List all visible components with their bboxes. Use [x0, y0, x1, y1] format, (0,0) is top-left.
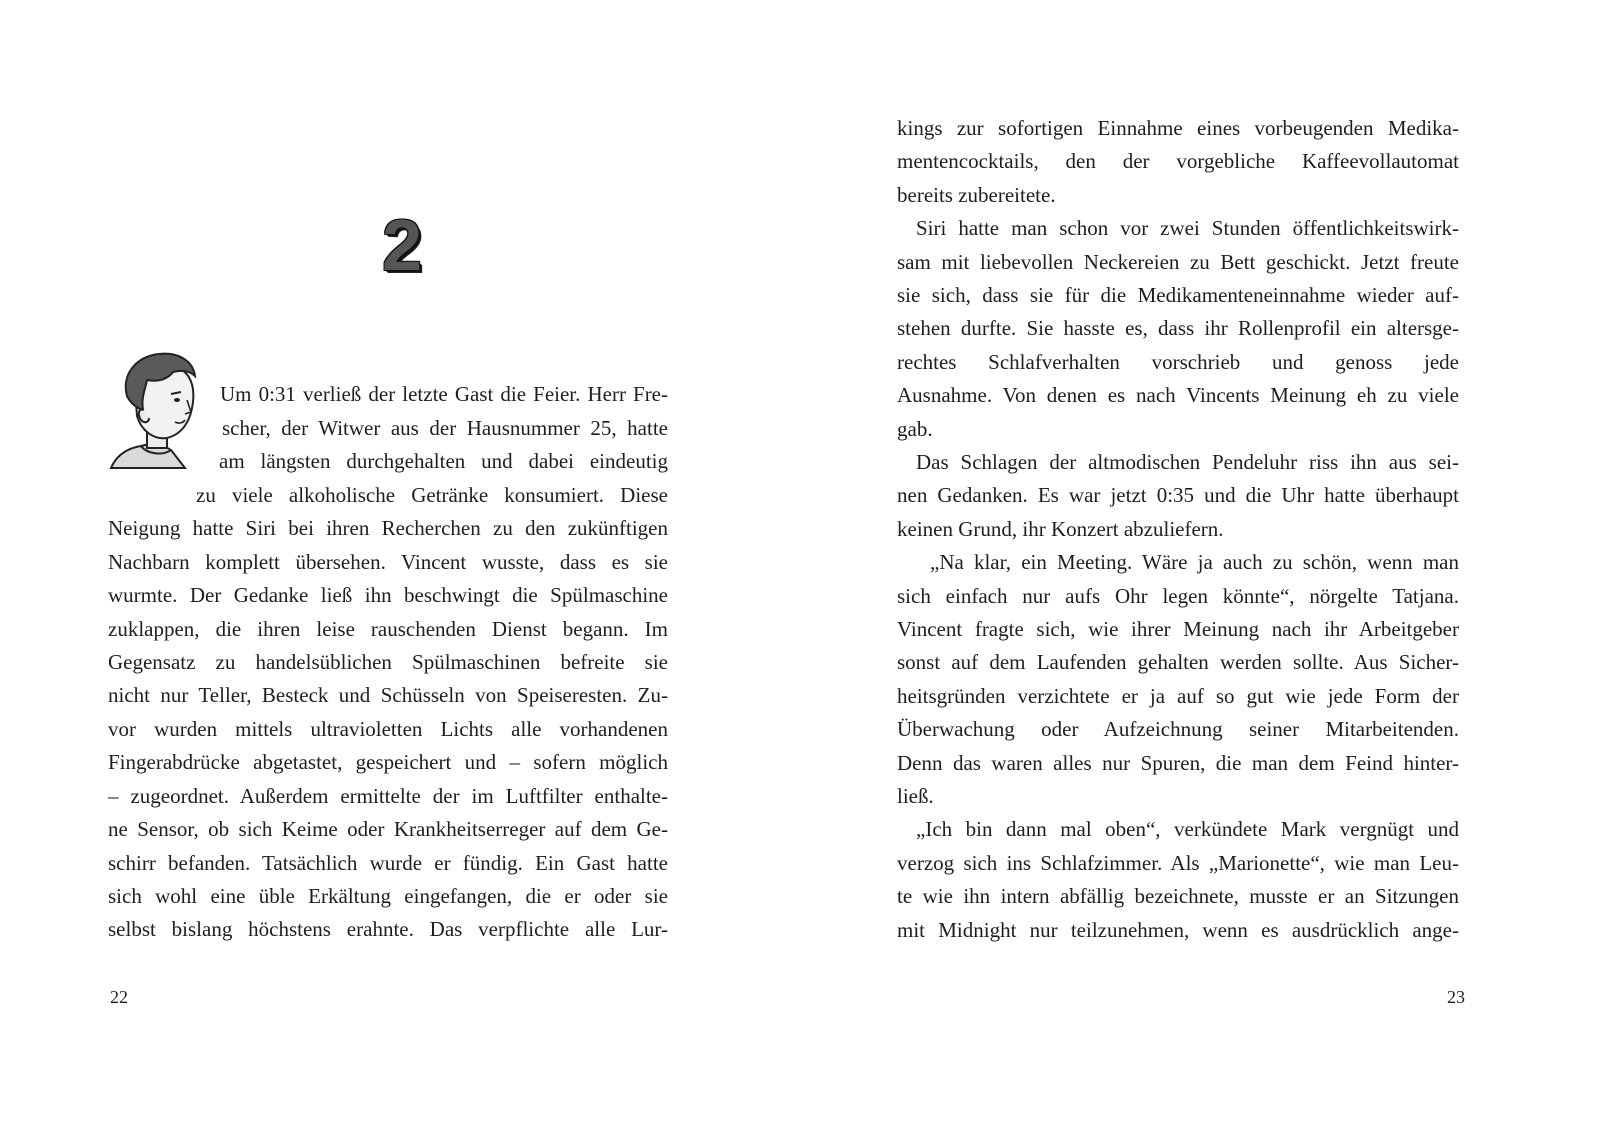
text-line: ließ. [897, 784, 934, 808]
text-line: rechtes Schlafverhalten vorschrieb und genoss jede [897, 350, 1459, 374]
text-line: Das Schlagen der altmodischen Pendeluhr riss ihn aus sei- [916, 450, 1459, 474]
text-line: bereits zubereitete. [897, 183, 1056, 207]
text-line: sich wohl eine üble Erkältung eingefangen, die er oder sie [108, 884, 668, 908]
page-number: 22 [110, 987, 128, 1007]
text-line: Neigung hatte Siri bei ihren Recherchen zu den zukünftigen [108, 516, 668, 540]
text-line: ne Sensor, ob sich Keime oder Krankheitserreger auf dem Ge- [108, 817, 668, 841]
text-line: mentencocktails, den der vorgebliche Kaffeevollautomat [897, 149, 1459, 173]
text-line: nicht nur Teller, Besteck und Schüsseln von Speiseresten. Zu- [108, 683, 668, 707]
text-line: scher, der Witwer aus der Hausnummer 25, hatte [222, 416, 668, 440]
text-line: gab. [897, 417, 933, 441]
text-line: kings zur sofortigen Einnahme eines vorbeugenden Medika- [897, 116, 1459, 140]
text-line: Gegensatz zu handelsüblichen Spülmaschinen befreite sie [108, 650, 668, 674]
text-line: nen Gedanken. Es war jetzt 0:35 und die Uhr hatte überhaupt [897, 483, 1459, 507]
text-line: verzog sich ins Schlafzimmer. Als „Marionette“, wie man Leu- [897, 851, 1459, 875]
text-line: Überwachung oder Aufzeichnung seiner Mitarbeitenden. [897, 717, 1459, 741]
text-line: „Ich bin dann mal oben“, verkündete Mark vergnügt und [916, 817, 1459, 841]
page-number: 23 [1447, 987, 1465, 1007]
text-line: wurmte. Der Gedanke ließ ihn beschwingt die Spülmaschine [108, 583, 668, 607]
text-line: te wie ihn intern abfällig bezeichnete, musste er an Sitzungen [897, 884, 1459, 908]
text-line: „Na klar, ein Meeting. Wäre ja auch zu schön, wenn man [930, 550, 1459, 574]
text-line: sam mit liebevollen Neckereien zu Bett geschickt. Jetzt freute [897, 250, 1459, 274]
text-line: Denn das waren alles nur Spuren, die man dem Feind hinter- [897, 751, 1459, 775]
boy-portrait-icon [107, 350, 217, 480]
chapter-number: 2 [381, 206, 423, 286]
text-line: vor wurden mittels ultravioletten Lichts alle vorhandenen [108, 717, 668, 741]
text-line: – zugeordnet. Außerdem ermittelte der im Luftfilter enthalte- [108, 784, 668, 808]
text-line: schirr befanden. Tatsächlich wurde er fündig. Ein Gast hatte [108, 851, 668, 875]
text-line: mit Midnight nur teilzunehmen, wenn es ausdrücklich ange- [897, 918, 1459, 942]
text-line: sie sich, dass sie für die Medikamenteneinnahme wieder auf- [897, 283, 1459, 307]
right-page [800, 0, 1600, 1131]
text-line: Vincent fragte sich, wie ihrer Meinung nach ihr Arbeitgeber [897, 617, 1459, 641]
text-line: zuklappen, die ihren leise rauschenden Dienst begann. Im [108, 617, 668, 641]
text-line: Um 0:31 verließ der letzte Gast die Feier. Herr Fre- [220, 382, 668, 406]
text-line: stehen durfte. Sie hasste es, dass ihr Rollenprofil ein altersge- [897, 316, 1459, 340]
text-line: am längsten durchgehalten und dabei eindeutig [219, 449, 668, 473]
text-line: Ausnahme. Von denen es nach Vincents Meinung eh zu viele [897, 383, 1459, 407]
text-line: zu viele alkoholische Getränke konsumiert. Diese [196, 483, 668, 507]
text-line: sich einfach nur aufs Ohr legen könnte“, nörgelte Tatjana. [897, 584, 1459, 608]
text-line: keinen Grund, ihr Konzert abzuliefern. [897, 517, 1224, 541]
text-line: selbst bislang höchstens erahnte. Das verpflichte alle Lur- [108, 917, 668, 941]
text-line: Fingerabdrücke abgetastet, gespeichert und – sofern möglich [108, 750, 668, 774]
text-line: sonst auf dem Laufenden gehalten werden sollte. Aus Sicher- [897, 650, 1459, 674]
text-line: Nachbarn komplett übersehen. Vincent wusste, dass es sie [108, 550, 668, 574]
text-line: Siri hatte man schon vor zwei Stunden öffentlichkeitswirk- [916, 216, 1459, 240]
text-line: heitsgründen verzichtete er ja auf so gut wie jede Form der [897, 684, 1459, 708]
